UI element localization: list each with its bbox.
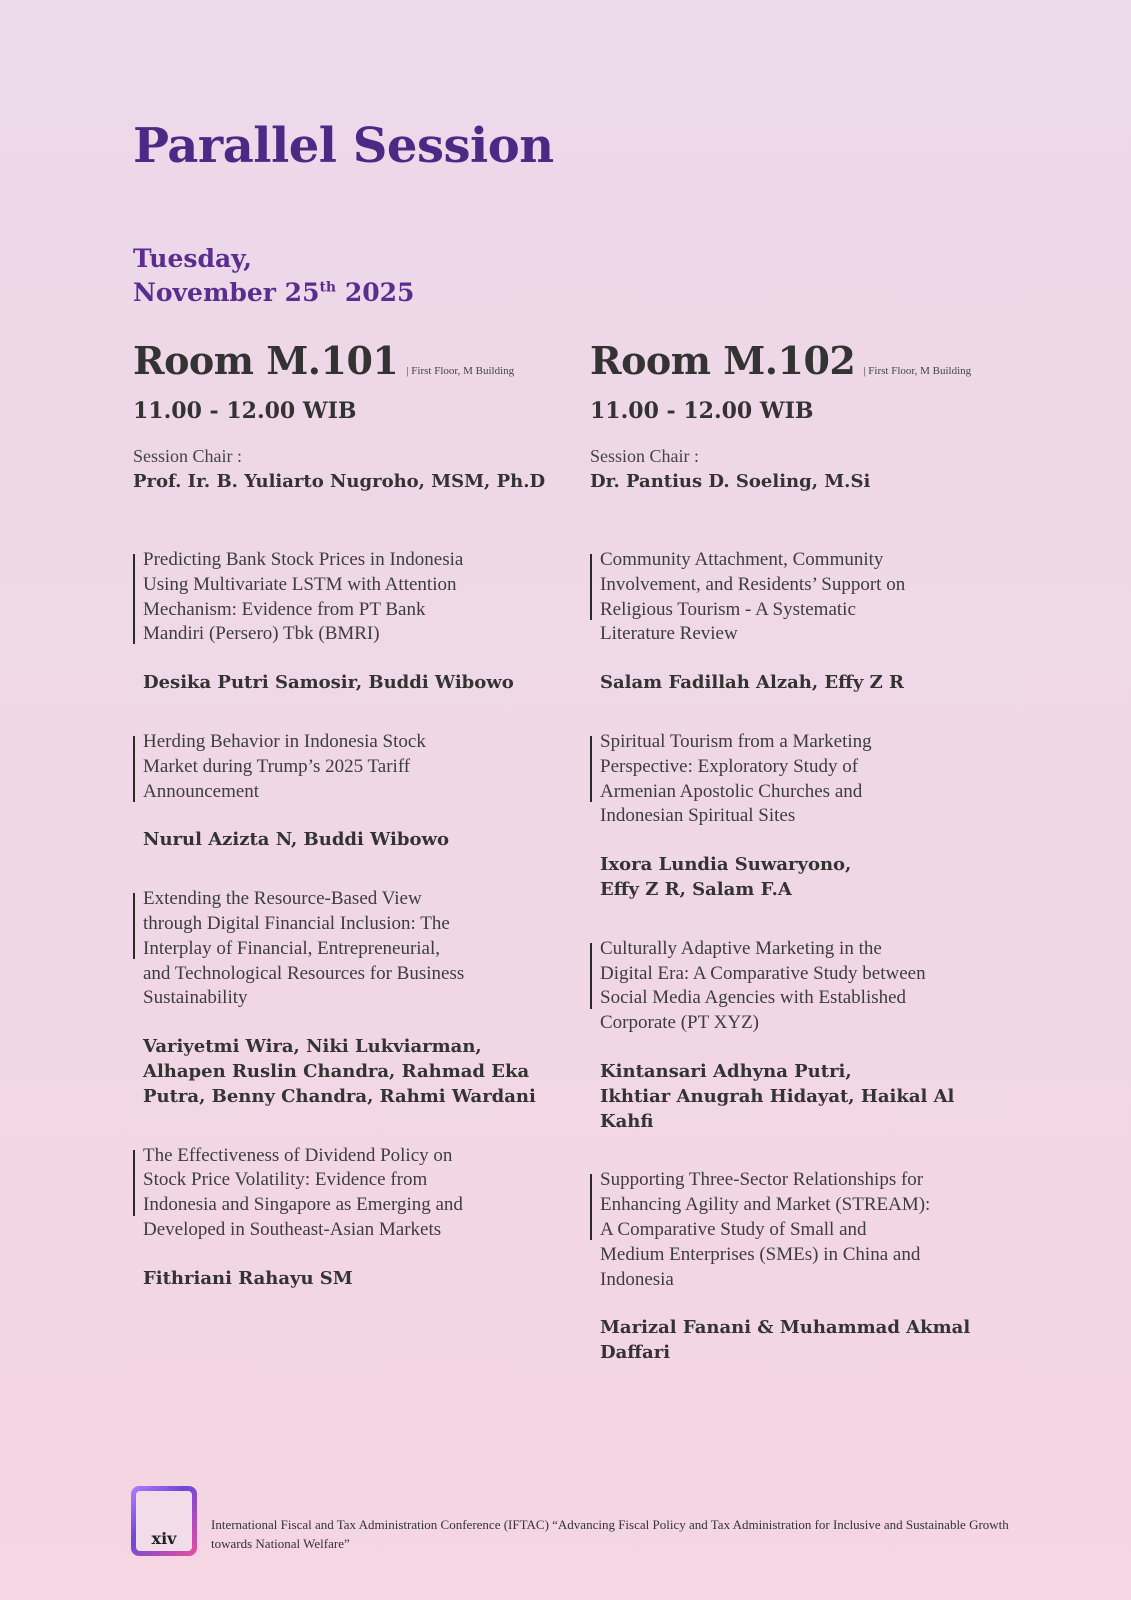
paper-title: Extending the Resource-Based View through Digital Financial Inclusion: The Interplay of Financial, Entrepreneurial, and Technological Resources for Business Sustainability (143, 888, 465, 1009)
session-chair-name: Prof. Ir. B. Yuliarto Nugroho, MSM, Ph.D (133, 471, 546, 492)
paper-bar (590, 554, 592, 620)
paper-title: Predicting Bank Stock Prices in Indonesia Using Multivariate LSTM with Attention Mechanism: Evidence from PT Bank Mandiri (Persero) Tbk (BMRI) (143, 549, 464, 645)
date-suffix: th (319, 279, 337, 296)
room-name: Room M.102 (590, 338, 856, 383)
paper-authors: Kintansari Adhyna Putri, Ikhtiar Anugrah Hidayat, Haikal Al Kahfi (600, 1060, 955, 1132)
session-chair-name: Dr. Pantius D. Soeling, M.Si (590, 471, 871, 492)
paper-item (590, 1168, 1010, 1366)
paper-bar (590, 736, 592, 802)
session-date (133, 242, 414, 310)
room-floor: | First Floor, M Building (863, 365, 972, 377)
page-number: xiv (151, 1529, 177, 1548)
paper-authors: Marizal Fanani & Muhammad Akmal Daffari (600, 1317, 971, 1364)
paper-authors: Variyetmi Wira, Niki Lukviarman, Alhapen Ruslin Chandra, Rahmad Eka Putra, Benny Chandra, Rahmi Wardani (143, 1036, 536, 1107)
paper-item (133, 730, 553, 853)
room-floor: | First Floor, M Building (406, 365, 515, 377)
paper-item (590, 548, 1010, 696)
paper-authors: Salam Fadillah Alzah, Effy Z R (600, 672, 904, 694)
date-month-day: November 25 (133, 278, 320, 307)
page-title: Parallel Session (133, 118, 554, 174)
paper-bar (590, 943, 592, 1009)
paper-item (133, 548, 553, 696)
session-time: 11.00 - 12.00 WIB (133, 398, 357, 424)
room-column-m101 (133, 338, 553, 1292)
paper-authors: Ixora Lundia Suwaryono, Effy Z R, Salam F.A (600, 854, 852, 900)
session-time: 11.00 - 12.00 WIB (590, 398, 814, 424)
date-weekday: Tuesday, (133, 244, 252, 273)
session-chair-label: Session Chair : (133, 446, 243, 466)
paper-item (590, 937, 1010, 1135)
room-header (590, 338, 1010, 388)
paper-title: The Effectiveness of Dividend Policy on Stock Price Volatility: Evidence from Indonesia and Singapore as Emerging and Developed in Southeast-Asian Markets (143, 1144, 463, 1240)
room-column-m102 (590, 338, 1010, 1366)
paper-title: Herding Behavior in Indonesia Stock Market during Trump’s 2025 Tariff Announcement (143, 730, 426, 802)
conference-logo (131, 1486, 197, 1556)
paper-title: Spiritual Tourism from a Marketing Perspective: Exploratory Study of Armenian Apostolic Churches and Indonesian Spiritual Sites (600, 730, 872, 827)
paper-bar (133, 1150, 135, 1216)
room-header (133, 338, 553, 388)
date-full (133, 276, 414, 310)
paper-title: Culturally Adaptive Marketing in the Digital Era: A Comparative Study between Social Media Agencies with Established Corporate (PT XYZ) (600, 937, 926, 1034)
footer-conference-text: International Fiscal and Tax Administration Conference (IFTAC) “Advancing Fiscal Policy and Tax Administration for Inclusive and Sustainable Growth towards National Welfare” (211, 1517, 1009, 1551)
room-name: Room M.101 (133, 338, 399, 383)
paper-item (133, 1144, 553, 1292)
session-chair-label: Session Chair : (590, 446, 700, 466)
paper-authors: Desika Putri Samosir, Buddi Wibowo (143, 672, 514, 694)
paper-bar (133, 554, 135, 644)
paper-title: Supporting Three-Sector Relationships for Enhancing Agility and Market (STREAM): A Comparative Study of Small and Medium Enterprises (SMEs) in China and Indonesia (600, 1169, 931, 1290)
paper-authors: Fithriani Rahayu SM (143, 1267, 353, 1289)
paper-item (133, 887, 553, 1109)
date-year: 2025 (344, 278, 415, 307)
paper-bar (133, 893, 135, 959)
paper-bar (133, 736, 135, 802)
paper-title: Community Attachment, Community Involvement, and Residents’ Support on Religious Tourism - A Systematic Literature Review (600, 549, 906, 645)
paper-bar (590, 1174, 592, 1240)
paper-authors: Nurul Azizta N, Buddi Wibowo (143, 829, 449, 851)
paper-item (590, 730, 1010, 903)
